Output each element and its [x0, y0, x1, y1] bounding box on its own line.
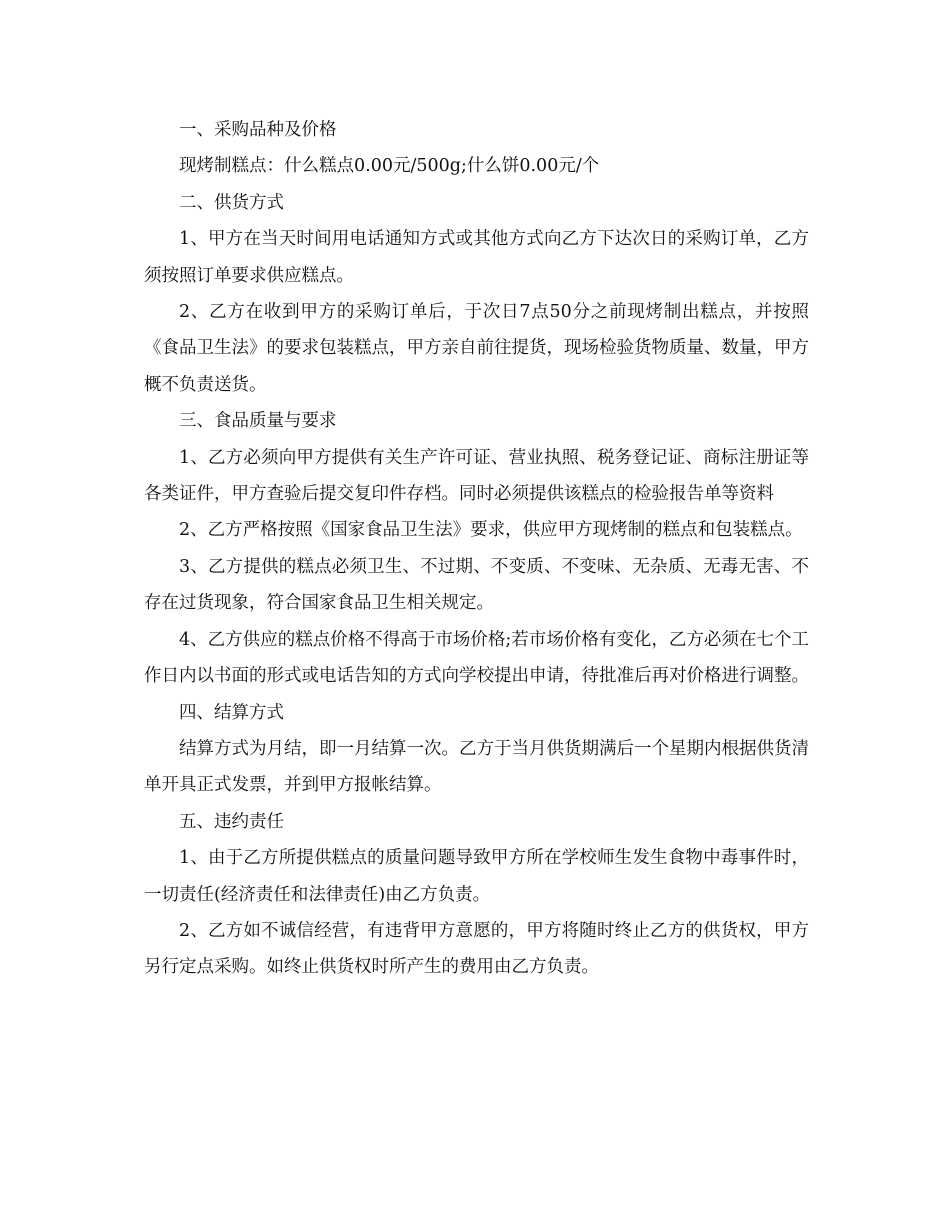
section-heading-quality: 三、食品质量与要求	[179, 411, 337, 432]
paragraph-liability-2: 2、乙方如不诚信经营，有违背甲方意愿的，甲方将随时终止乙方的供货权，甲方另行定点采购。如终止供货权时所产生的费用由乙方负责。	[144, 920, 809, 978]
section-heading-settlement: 四、结算方式	[179, 702, 284, 723]
paragraph-quality-2: 2、乙方严格按照《国家食品卫生法》要求，供应甲方现烤制的糕点和包装糕点。	[179, 520, 803, 541]
paragraph-liability-1: 1、由于乙方所提供糕点的质量问题导致甲方所在学校师生发生食物中毒事件时，一切责任(经济责任和法律责任)由乙方负责。	[144, 848, 809, 905]
document-body	[144, 112, 809, 986]
section-heading-procurement: 一、采购品种及价格	[179, 120, 337, 140]
section-heading-supply: 二、供货方式	[179, 192, 284, 213]
paragraph-quality-4: 4、乙方供应的糕点价格不得高于市场价格;若市场价格有变化，乙方必须在七个工作日内以书面的形式或电话告知的方式向学校提出申请，待批准后再对价格进行调整。	[144, 629, 809, 687]
paragraph-quality-1: 1、乙方必须向甲方提供有关生产许可证、营业执照、税务登记证、商标注册证等各类证件，甲方查验后提交复印件存档。同时必须提供该糕点的检验报告单等资料	[144, 447, 809, 505]
paragraph-settlement: 结算方式为月结，即一月结算一次。乙方于当月供货期满后一个星期内根据供货清单开具正式发票，并到甲方报帐结算。	[144, 738, 809, 796]
paragraph-supply-1: 1、甲方在当天时间用电话通知方式或其他方式向乙方下达次日的采购订单，乙方须按照订单要求供应糕点。	[144, 229, 809, 286]
paragraph-quality-3: 3、乙方提供的糕点必须卫生、不过期、不变质、不变味、无杂质、无毒无害、不存在过货现象，符合国家食品卫生相关规定。	[144, 556, 809, 614]
paragraph-supply-2: 2、乙方在收到甲方的采购订单后，于次日7点50分之前现烤制出糕点，并按照《食品卫生法》的要求包装糕点，甲方亲自前往提货，现场检验货物质量、数量，甲方概不负责送货。	[144, 302, 809, 395]
paragraph-price-list: 现烤制糕点：什么糕点0.00元/500g;什么饼0.00元/个	[179, 156, 600, 177]
section-heading-liability: 五、违约责任	[179, 811, 284, 832]
